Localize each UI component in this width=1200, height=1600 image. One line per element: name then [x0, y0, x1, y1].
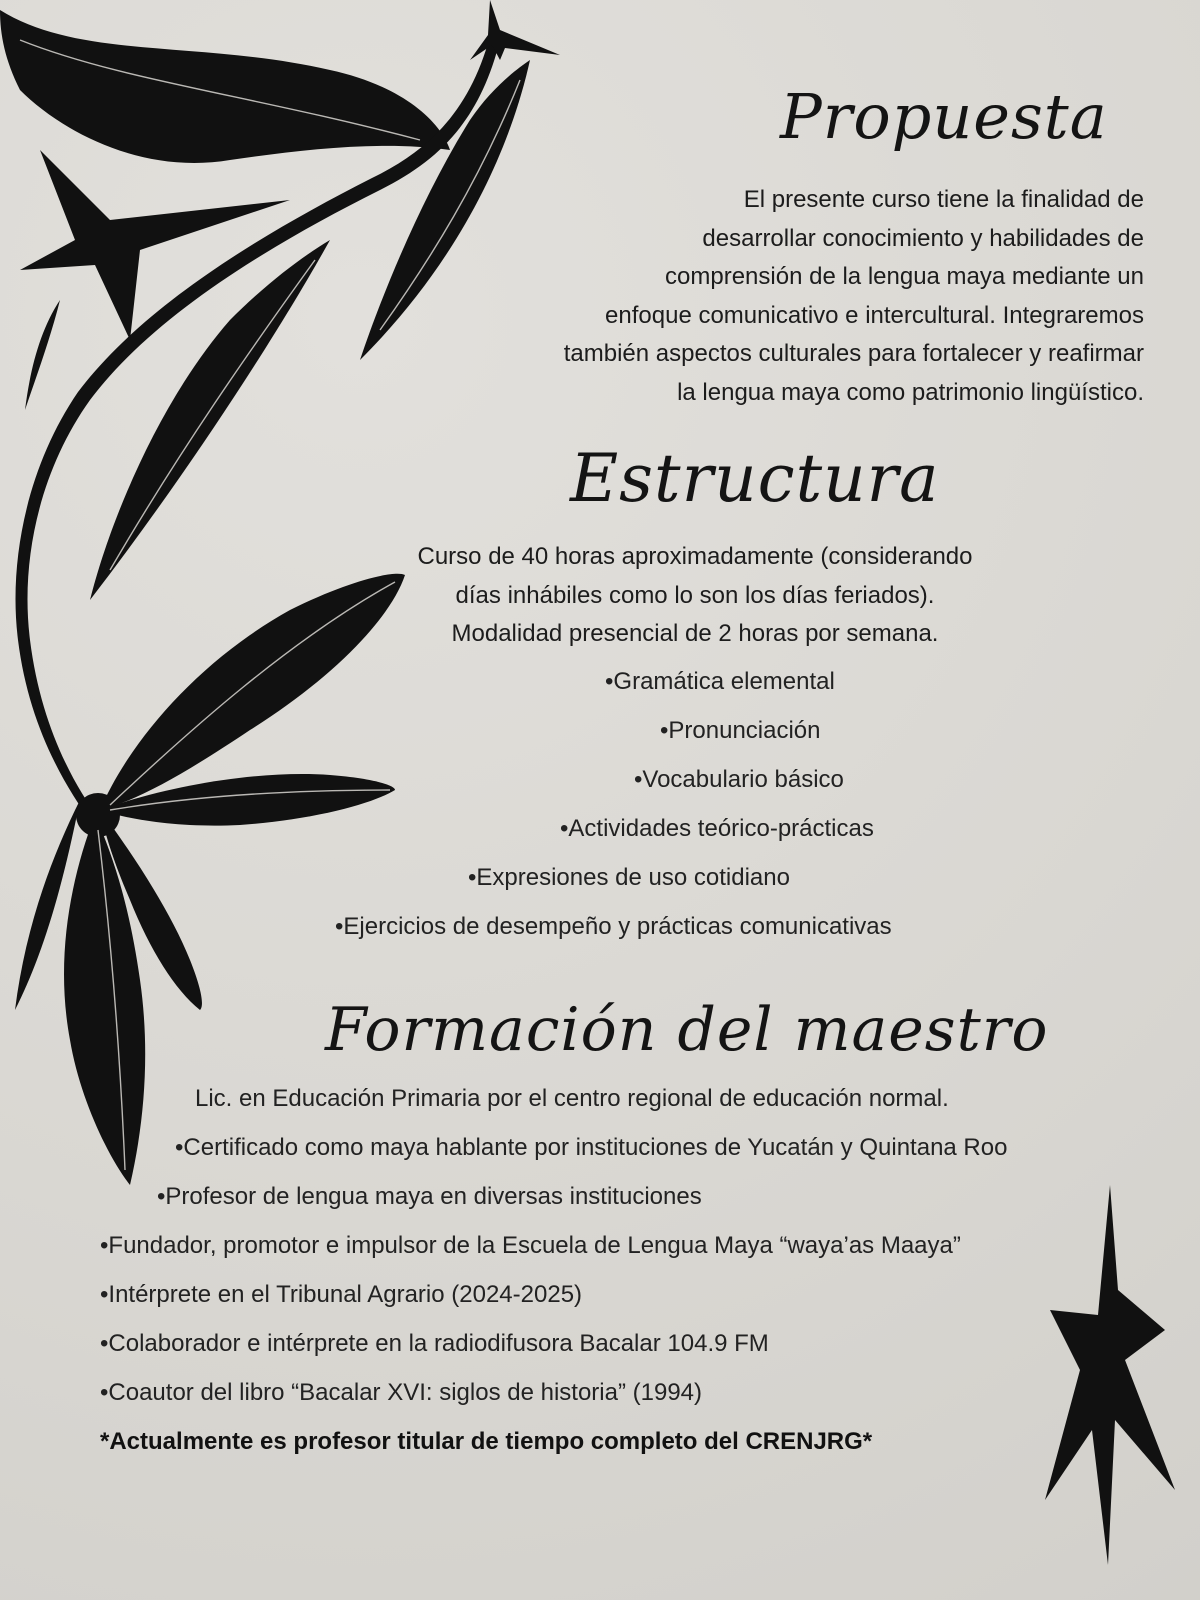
petal-up: [100, 574, 405, 810]
formacion-item: •Fundador, promotor e impulsor de la Escuela de Lengua Maya “waya’as Maaya”: [100, 1232, 961, 1259]
propuesta-line: desarrollar conocimiento y habilidades de: [702, 224, 1144, 252]
formacion-heading: Formación del maestro: [325, 995, 1049, 1065]
formacion-item: •Intérprete en el Tribunal Agrario (2024-2025): [100, 1281, 583, 1308]
estructura-item: •Ejercicios de desempeño y prácticas comunicativas: [335, 913, 892, 940]
top-leaf: [0, 10, 450, 163]
propuesta-line: enfoque comunicativo e intercultural. Integraremos: [605, 301, 1144, 329]
formacion-item: Lic. en Educación Primaria por el centro regional de educación normal.: [195, 1085, 949, 1112]
estructura-item: •Pronunciación: [660, 717, 821, 744]
estructura-item: •Gramática elemental: [605, 668, 835, 695]
estructura-item: •Actividades teórico-prácticas: [560, 815, 874, 842]
estructura-line: Curso de 40 horas aproximadamente (considerando: [417, 543, 973, 570]
left-lower-leaf: [25, 300, 60, 410]
propuesta-line: El presente curso tiene la finalidad de: [743, 186, 1144, 213]
top-spike: [470, 0, 560, 60]
estructura-item: •Expresiones de uso cotidiano: [468, 864, 790, 891]
formacion-item: •Colaborador e intérprete en la radiodifusora Bacalar 104.9 FM: [100, 1330, 769, 1357]
propuesta-line: la lengua maya como patrimonio lingüístico.: [677, 378, 1144, 406]
formacion-note: *Actualmente es profesor titular de tiempo completo del CRENJRG*: [100, 1428, 873, 1455]
propuesta-line: también aspectos culturales para fortalecer y reafirmar: [563, 340, 1144, 367]
propuesta-heading: Propuesta: [780, 80, 1108, 153]
formacion-item: •Coautor del libro “Bacalar XVI: siglos de historia” (1994): [100, 1379, 703, 1406]
formacion-item: •Profesor de lengua maya en diversas instituciones: [157, 1183, 702, 1210]
propuesta-line: comprensión de la lengua maya mediante un: [665, 263, 1144, 290]
estructura-description: [410, 538, 980, 654]
propuesta-paragraph: [564, 181, 1144, 412]
estructura-line: Modalidad presencial de 2 horas por semana.: [451, 620, 939, 647]
estructura-heading: Estructura: [570, 440, 940, 517]
formacion-item: •Certificado como maya hablante por instituciones de Yucatán y Quintana Roo: [175, 1134, 1008, 1161]
estructura-line: días inhábiles como lo son los días feriados).: [455, 581, 935, 609]
star-bottom-right: [1045, 1185, 1175, 1565]
estructura-item: •Vocabulario básico: [634, 766, 844, 793]
